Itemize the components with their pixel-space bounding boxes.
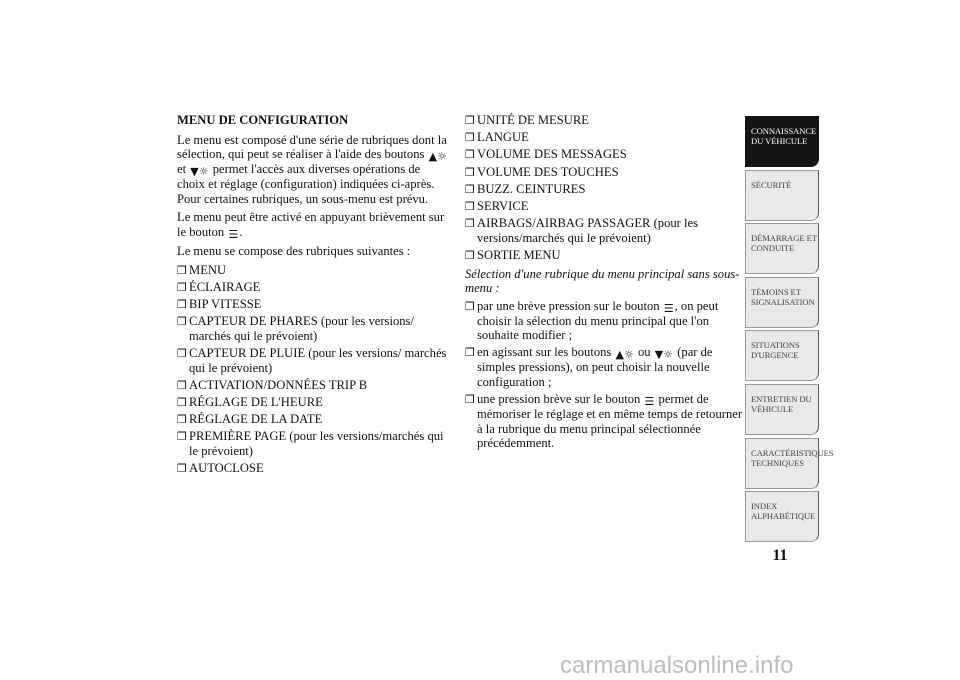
checkbox-icon: ❒ (465, 114, 475, 127)
tab-connaissance-du-vehicule[interactable]: CONNAISSANCE DU VÉHICULE (745, 116, 819, 167)
menu-items-list (177, 263, 449, 476)
list-item: ❒ RÉGLAGE DE L'HEURE (177, 394, 323, 409)
tab-entretien-du-vehicule[interactable]: ENTRETIEN DU VÉHICULE (745, 384, 819, 435)
tab-caracteristiques-techniques[interactable]: CARACTÉRISTIQUES TECHNIQUES (745, 438, 819, 489)
list-item: ❒ CAPTEUR DE PHARES (pour les versions/ marchés qui le prévoient) (177, 314, 414, 343)
list-item: ❒ SORTIE MENU (465, 247, 561, 262)
list-item: ❒ VOLUME DES TOUCHES (465, 164, 619, 179)
list-intro: Le menu se compose des rubriques suivantes : (177, 243, 411, 258)
list-item: ❒ RÉGLAGE DE LA DATE (177, 412, 323, 427)
tab-index-alphabetique[interactable]: INDEX ALPHABÉTIQUE (745, 491, 819, 542)
instruction-item: ❒ par une brève pression sur le bouton ☰, on peut choisir la sélection du menu principal que l'on souhaite modifier ; (465, 298, 719, 343)
checkbox-icon: ❒ (465, 148, 475, 162)
tab-temoins-et-signalisation[interactable]: TÉMOINS ET SIGNALISATION (745, 277, 819, 328)
checkbox-icon: ❒ (177, 315, 187, 329)
list-item: ❒ SERVICE (465, 198, 529, 213)
section-heading: MENU DE CONFIGURATION (177, 113, 349, 127)
checkbox-icon: ❒ (177, 430, 187, 444)
set-button-icon: ☰ (644, 395, 655, 409)
checkbox-icon: ❒ (177, 297, 187, 311)
left-column (177, 113, 449, 478)
tab-situations-durgence[interactable]: SITUATIONS D'URGENCE (745, 330, 819, 381)
set-button-icon: ☰ (663, 301, 674, 315)
tab-demarrage-et-conduite[interactable]: DÉMARRAGE ET CONDUITE (745, 223, 819, 274)
chapter-tabs (745, 116, 834, 545)
checkbox-icon: ❒ (465, 182, 475, 196)
checkbox-icon: ❒ (177, 462, 187, 476)
activation-paragraph: Le menu peut être activé en appuyant brièvement sur le bouton ☰. (177, 210, 445, 241)
checkbox-icon: ❒ (465, 199, 475, 213)
list-item: ❒ BUZZ. CEINTURES (465, 181, 586, 196)
right-column (465, 113, 743, 454)
set-button-icon: ☰ (228, 227, 239, 241)
list-item: ❒ VOLUME DES MESSAGES (465, 147, 627, 162)
list-item: ❒ ACTIVATION/DONNÉES TRIP B (177, 377, 368, 392)
checkbox-icon: ❒ (177, 346, 187, 360)
tab-securite[interactable]: SÉCURITÉ (745, 170, 819, 221)
list-item: ❒ AUTOCLOSE (177, 461, 264, 476)
list-item: ❒ AIRBAGS/AIRBAG PASSAGER (pour les versions/marchés qui le prévoient) (465, 216, 699, 245)
intro-paragraph: Le menu est composé d'une série de rubriques dont la sélection, qui peut se réaliser à l'aide des boutons ▲☼ et ▼☼ permet l'accès aux diverses opérations de choix et réglage (configuration) indiquées ci-après. Pour certaines rubriques, un sous-menu est prévu. (177, 132, 447, 206)
checkbox-icon: ❒ (465, 248, 475, 262)
page-number: 11 (772, 547, 788, 564)
checkbox-icon: ❒ (177, 413, 187, 427)
menu-items-list-continued (465, 113, 743, 263)
down-button-icon: ▼☼ (654, 348, 674, 362)
up-button-icon: ▲☼ (615, 348, 634, 362)
checkbox-icon: ❒ (177, 378, 187, 392)
checkbox-icon: ❒ (177, 280, 187, 294)
watermark: carmanualsonline.info (560, 652, 794, 679)
up-button-icon: ▲☼ (428, 150, 447, 164)
subsection-heading: Sélection d'une rubrique du menu principal sans sous-menu : (465, 266, 740, 296)
down-button-icon: ▼☼ (190, 165, 209, 179)
instruction-item: ❒ une pression brève sur le bouton ☰ permet de mémoriser le réglage et en même temps de retourner à la rubrique du menu principal sélectionnée précédemment. (465, 392, 743, 451)
checkbox-icon: ❒ (465, 217, 475, 231)
checkbox-icon: ❒ (465, 346, 475, 360)
list-item: ❒ UNITÉ DE MESURE (465, 113, 589, 127)
checkbox-icon: ❒ (177, 395, 187, 409)
list-item: ❒ LANGUE (465, 130, 529, 145)
checkbox-icon: ❒ (177, 263, 187, 277)
checkbox-icon: ❒ (465, 393, 475, 407)
instruction-item: ❒ en agissant sur les boutons ▲☼ ou ▼☼ (par de simples pressions), on peut choisir la nouvelle configuration ; (465, 345, 713, 390)
list-item: ❒ BIP VITESSE (177, 296, 262, 311)
list-item: ❒ ÉCLAIRAGE (177, 279, 261, 294)
checkbox-icon: ❒ (465, 165, 475, 179)
list-item: ❒ PREMIÈRE PAGE (pour les versions/marchés qui le prévoient) (177, 429, 444, 458)
list-item: ❒ MENU (177, 262, 227, 277)
list-item: ❒ CAPTEUR DE PLUIE (pour les versions/ marchés qui le prévoient) (177, 345, 447, 375)
checkbox-icon: ❒ (465, 299, 475, 313)
checkbox-icon: ❒ (465, 131, 475, 145)
